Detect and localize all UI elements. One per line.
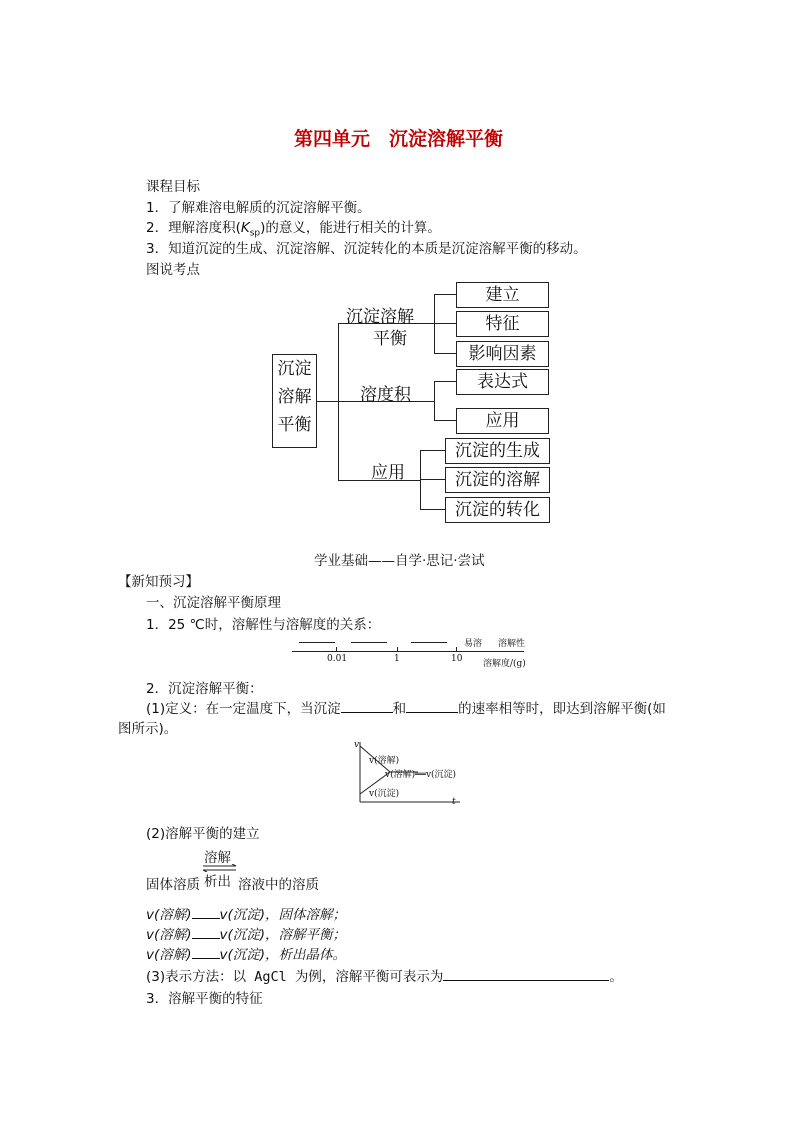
curve-precip-label: v(沉淀): [369, 789, 400, 799]
answer-blank: [192, 944, 220, 959]
definition-and: 和: [392, 701, 407, 717]
connector-line: [434, 323, 456, 324]
answer-blank: [192, 904, 220, 919]
leaf-expression: 表达式: [456, 369, 549, 395]
connector-line: [420, 450, 445, 451]
answer-blank: [192, 924, 220, 939]
axis-label: 溶解度/(g): [483, 659, 526, 669]
graph-y-axis: v: [354, 740, 360, 750]
leaf-application: 应用: [456, 408, 549, 434]
curve-dissolve-label: v(溶解): [369, 756, 400, 766]
root-line-1: 沉淀: [277, 359, 312, 379]
solid-solute: 固体溶质: [146, 877, 200, 893]
condition-2: [146, 923, 346, 943]
answer-blank: [351, 642, 387, 643]
question-1: 1．25 ℃时，溶解性与溶解度的关系：: [146, 617, 381, 633]
expr-end: 。: [609, 969, 623, 985]
root-line-3: 平衡: [277, 415, 312, 435]
connector-line: [434, 381, 435, 420]
tick-label: 0.01: [327, 654, 348, 664]
condition-3: [146, 943, 346, 963]
definition-line-2: 图所示)。: [118, 721, 178, 737]
definition-line: [146, 697, 666, 717]
cond1-a: v(溶解): [146, 907, 192, 923]
objective-2-post: )的意义，能进行相关的计算。: [260, 220, 441, 236]
objectives-heading: 课程目标: [146, 179, 200, 195]
expr-mid: 为例，溶解平衡可表示为: [294, 969, 444, 985]
scale-tick: [336, 647, 337, 652]
curve-equal-label: v(溶解)══v(沉淀): [385, 770, 457, 780]
connector-line: [316, 401, 338, 402]
question-3: 3．溶解平衡的特征: [146, 991, 263, 1007]
connector-line: [434, 420, 456, 421]
page-title: 第四单元 沉淀溶解平衡: [294, 128, 504, 150]
cond1-b: v(沉淀)，固体溶解；: [219, 907, 347, 923]
leaf-factors: 影响因素: [456, 341, 549, 367]
leaf-features: 特征: [456, 311, 549, 337]
definition-pre: (1)定义：在一定温度下，当沉淀: [146, 701, 341, 717]
leaf-establish: 建立: [456, 282, 549, 308]
definition-post: 的速率相等时，即达到溶解平衡(如: [458, 701, 666, 717]
graph-x-axis: t: [452, 797, 456, 807]
condition-1: [146, 903, 346, 923]
objective-1: 1．了解难溶电解质的沉淀溶解平衡。: [146, 200, 371, 216]
ksp-k: K: [240, 220, 250, 236]
ksp-sub: sp: [249, 228, 261, 239]
expr-pre: (3)表示方法：以: [146, 969, 247, 985]
connector-line: [434, 353, 456, 354]
answer-blank: [299, 642, 335, 643]
expr-agcl: AgCl: [246, 969, 295, 985]
diagram-heading: 图说考点: [146, 262, 200, 278]
root-line-2: 溶解: [277, 387, 312, 407]
leaf-formation: 沉淀的生成: [445, 438, 550, 464]
part1-heading: 一、沉淀溶解平衡原理: [146, 595, 281, 611]
objective-2-pre: 2．理解溶度积(: [146, 220, 241, 236]
expression-line: [146, 965, 623, 985]
scale-tick: [397, 647, 398, 652]
branch3-label: 应用: [371, 463, 405, 483]
establish-heading: (2)溶解平衡的建立: [146, 826, 260, 842]
arrow-top-label: 溶解: [204, 850, 231, 866]
answer-blank: [406, 698, 458, 713]
arrow-bottom-label: 析出: [204, 874, 231, 890]
root-box: [272, 354, 317, 448]
answer-blank: [411, 642, 447, 643]
connector-line: [434, 294, 456, 295]
tick-label: 10: [451, 654, 463, 664]
scale-tick: [456, 647, 457, 652]
cond2-a: v(溶解): [146, 927, 192, 943]
question-2: 2．沉淀溶解平衡：: [146, 681, 263, 697]
cond3-b: v(沉淀)，析出晶体。: [219, 947, 347, 963]
preview-tag: 【新知预习】: [118, 574, 199, 590]
scale-axis: [292, 651, 524, 652]
cond3-a: v(溶解): [146, 947, 192, 963]
answer-blank: [443, 966, 609, 981]
objective-2: [146, 216, 441, 239]
leaf-dissolution: 沉淀的溶解: [445, 467, 550, 493]
answer-blank: [341, 698, 393, 713]
connector-line: [420, 479, 445, 480]
leaf-conversion: 沉淀的转化: [445, 497, 550, 523]
objective-3: 3．知道沉淀的生成、沉淀溶解、沉淀转化的本质是沉淀溶解平衡的移动。: [146, 241, 587, 257]
branch1-label-2: 平衡: [373, 329, 407, 349]
connector-line: [420, 509, 445, 510]
branch1-label-1: 沉淀溶解: [346, 307, 414, 327]
connector-line: [434, 381, 456, 382]
connector-line: [338, 323, 339, 481]
solution-solute: 溶液中的溶质: [238, 877, 319, 893]
tick-label: 1: [394, 654, 400, 664]
label-solubility: 溶解性: [498, 639, 526, 649]
cond2-b: v(沉淀)，溶解平衡；: [219, 927, 347, 943]
section-banner: 学业基础——自学·思记·尝试: [314, 553, 485, 569]
branch2-label: 溶度积: [360, 385, 411, 405]
label-yirong: 易溶: [464, 639, 483, 649]
